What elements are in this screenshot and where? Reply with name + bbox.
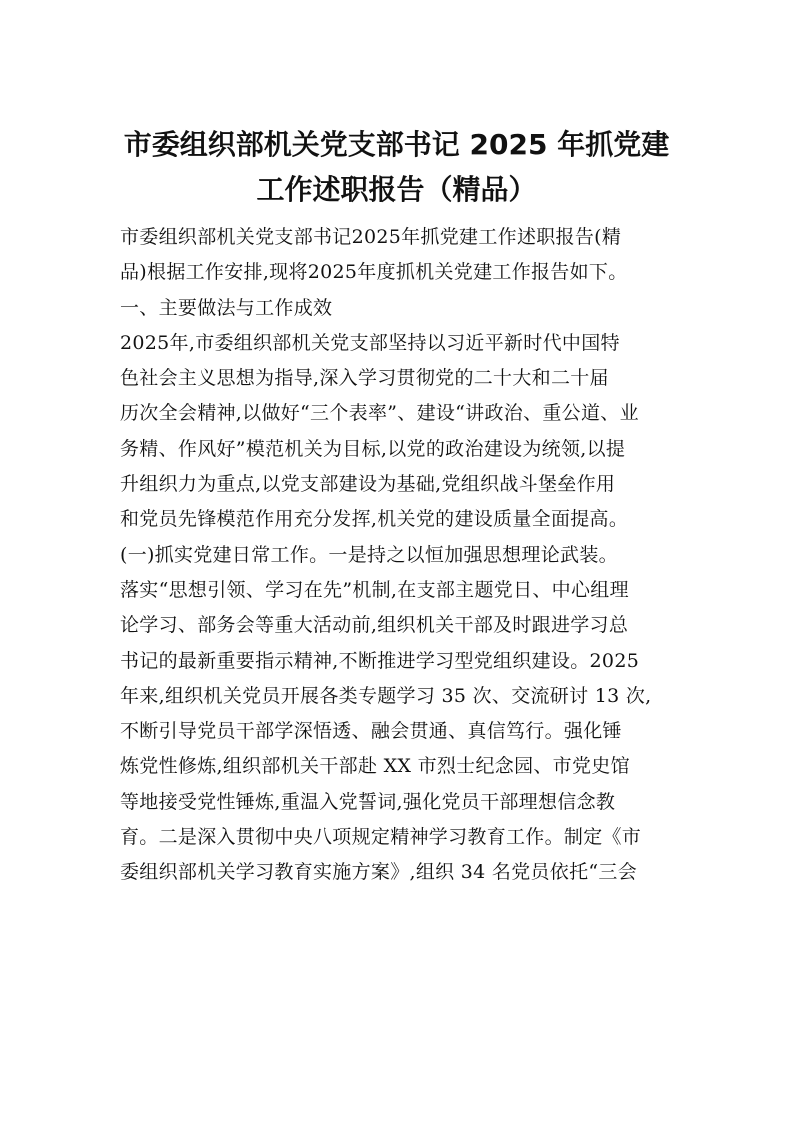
body-line: 升组织力为重点,以党支部建设为基础,党组织战斗堡垒作用	[120, 473, 616, 496]
section-heading: 一、主要做法与工作成效	[120, 296, 333, 319]
body-line: 等地接受党性锤炼,重温入党誓词,强化党员干部理想信念教	[120, 790, 616, 813]
body-line: 和党员先锋模范作用充分发挥,机关党的建设质量全面提高。	[120, 508, 629, 531]
body-line: 务精、作风好”模范机关为目标,以党的政治建设为统领,以提	[120, 437, 626, 460]
body-line: 育。二是深入贯彻中央八项规定精神学习教育工作。制定《市	[120, 826, 642, 849]
body-line: 落实“思想引领、学习在先”机制,在支部主题党日、中心组理	[120, 578, 629, 601]
body-line: 品)根据工作安排,现将2025年度抓机关党建工作报告如下。	[120, 261, 628, 284]
body-line: 炼党性修炼,组织部机关干部赴 XX 市烈士纪念园、市党史馆	[120, 755, 630, 778]
body-line: 2025年,市委组织部机关党支部坚持以习近平新时代中国特	[120, 331, 620, 354]
body-line: 市委组织部机关党支部书记2025年抓党建工作述职报告(精	[120, 226, 622, 248]
body-line: 色社会主义思想为指导,深入学习贯彻党的二十大和二十届	[120, 367, 609, 390]
document-body	[120, 220, 680, 891]
body-line: 历次全会精神,以做好“三个表率”、建设“讲政治、重公道、业	[120, 402, 639, 425]
body-line: 委组织部机关学习教育实施方案》,组织 34 名党员依托“三会	[120, 861, 638, 884]
body-line: 书记的最新重要指示精神,不断推进学习型党组织建设。2025	[120, 649, 640, 672]
document-title-line-2: 工作述职报告（精品）	[256, 173, 537, 206]
body-line: (一)抓实党建日常工作。一是持之以恒加强思想理论武装。	[120, 543, 618, 566]
document-title-line-1: 市委组织部机关党支部书记 2025 年抓党建	[123, 128, 670, 161]
body-line: 不断引导党员干部学深悟透、融会贯通、真信笃行。强化锤	[120, 720, 622, 743]
body-line: 年来,组织机关党员开展各类专题学习 35 次、交流研讨 13 次,	[120, 684, 652, 707]
body-line: 论学习、部务会等重大活动前,组织机关干部及时跟进学习总	[120, 614, 629, 637]
